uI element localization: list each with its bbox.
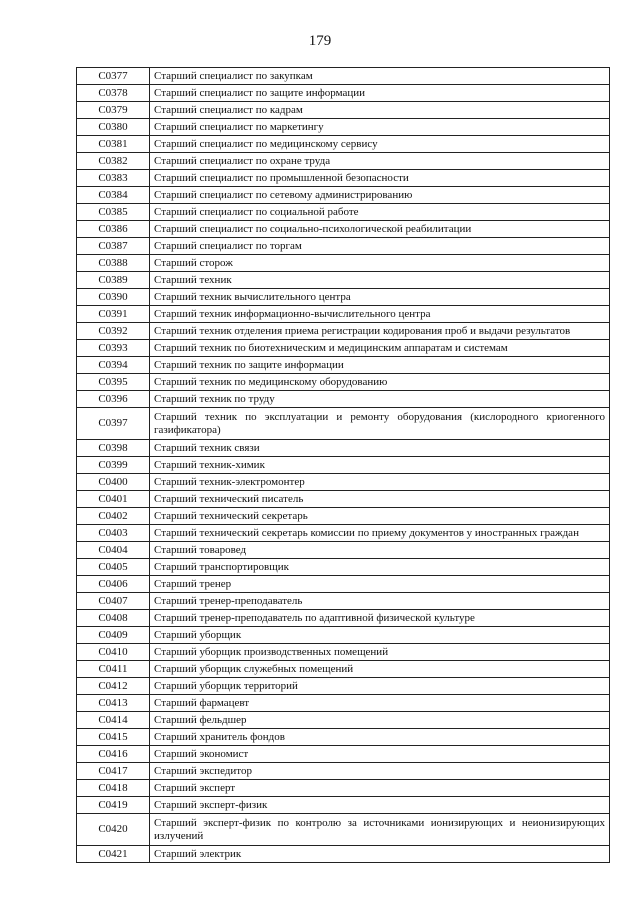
table-body — [77, 68, 610, 863]
table-row — [77, 474, 610, 491]
table-row — [77, 136, 610, 153]
row-code: C0419 — [77, 797, 150, 814]
page-number: 179 — [308, 33, 332, 49]
row-code: C0397 — [77, 408, 150, 440]
row-occupation-name: Старший уборщик производственных помещений — [150, 644, 610, 661]
row-code: C0393 — [77, 340, 150, 357]
row-occupation-name: Старший техник связи — [150, 440, 610, 457]
table-row — [77, 170, 610, 187]
table-row — [77, 153, 610, 170]
row-code: C0420 — [77, 814, 150, 846]
table-row — [77, 374, 610, 391]
row-occupation-name: Старший специалист по закупкам — [150, 68, 610, 85]
row-code: C0414 — [77, 712, 150, 729]
row-occupation-name: Старший экспедитор — [150, 763, 610, 780]
row-code: C0410 — [77, 644, 150, 661]
row-occupation-name: Старший техник-химик — [150, 457, 610, 474]
row-code: C0387 — [77, 238, 150, 255]
row-code: C0381 — [77, 136, 150, 153]
row-code: C0413 — [77, 695, 150, 712]
row-occupation-name: Старший техник отделения приема регистрации кодирования проб и выдачи результатов — [150, 323, 610, 340]
table-row — [77, 678, 610, 695]
row-code: C0398 — [77, 440, 150, 457]
row-occupation-name: Старший тренер — [150, 576, 610, 593]
table-row — [77, 695, 610, 712]
row-code: C0396 — [77, 391, 150, 408]
row-occupation-name: Старший уборщик территорий — [150, 678, 610, 695]
row-code: C0407 — [77, 593, 150, 610]
table-row — [77, 729, 610, 746]
row-code: C0383 — [77, 170, 150, 187]
row-occupation-name: Старший техник — [150, 272, 610, 289]
table-row — [77, 846, 610, 863]
row-occupation-name: Старший фельдшер — [150, 712, 610, 729]
row-occupation-name: Старший специалист по кадрам — [150, 102, 610, 119]
row-occupation-name: Старший техник вычислительного центра — [150, 289, 610, 306]
table-row — [77, 559, 610, 576]
row-occupation-name: Старший эксперт-физик по контролю за источниками ионизирующих и неионизирующих излучений — [150, 814, 610, 846]
table-row — [77, 712, 610, 729]
row-occupation-name: Старший специалист по сетевому администрированию — [150, 187, 610, 204]
table-row — [77, 323, 610, 340]
row-occupation-name: Старший уборщик служебных помещений — [150, 661, 610, 678]
row-code: C0382 — [77, 153, 150, 170]
row-code: C0402 — [77, 508, 150, 525]
row-occupation-name: Старший техник по биотехническим и медицинским аппаратам и системам — [150, 340, 610, 357]
row-code: C0386 — [77, 221, 150, 238]
table-row — [77, 289, 610, 306]
row-occupation-name: Старший специалист по промышленной безопасности — [150, 170, 610, 187]
table-row — [77, 763, 610, 780]
row-occupation-name: Старший технический писатель — [150, 491, 610, 508]
row-occupation-name: Старший специалист по торгам — [150, 238, 610, 255]
row-occupation-name: Старший технический секретарь — [150, 508, 610, 525]
row-occupation-name: Старший эксперт — [150, 780, 610, 797]
row-code: C0417 — [77, 763, 150, 780]
table-row — [77, 238, 610, 255]
table-row — [77, 508, 610, 525]
table-row — [77, 661, 610, 678]
row-code: C0399 — [77, 457, 150, 474]
table-row — [77, 68, 610, 85]
row-code: C0395 — [77, 374, 150, 391]
row-code: C0416 — [77, 746, 150, 763]
table-row — [77, 85, 610, 102]
row-occupation-name: Старший электрик — [150, 846, 610, 863]
row-occupation-name: Старший техник по медицинскому оборудованию — [150, 374, 610, 391]
row-occupation-name: Старший техник по защите информации — [150, 357, 610, 374]
row-occupation-name: Старший тренер-преподаватель — [150, 593, 610, 610]
row-occupation-name: Старший транспортировщик — [150, 559, 610, 576]
table-row — [77, 119, 610, 136]
row-code: C0392 — [77, 323, 150, 340]
row-code: C0391 — [77, 306, 150, 323]
row-code: C0408 — [77, 610, 150, 627]
table-row — [77, 357, 610, 374]
row-occupation-name: Старший уборщик — [150, 627, 610, 644]
table-row — [77, 746, 610, 763]
row-code: C0404 — [77, 542, 150, 559]
row-occupation-name: Старший фармацевт — [150, 695, 610, 712]
row-occupation-name: Старший специалист по медицинскому сервису — [150, 136, 610, 153]
row-occupation-name: Старший техник-электромонтер — [150, 474, 610, 491]
table-row — [77, 780, 610, 797]
table-row — [77, 408, 610, 440]
row-code: C0400 — [77, 474, 150, 491]
table-row — [77, 272, 610, 289]
row-code: C0388 — [77, 255, 150, 272]
table-row — [77, 221, 610, 238]
table-row — [77, 491, 610, 508]
table-row — [77, 627, 610, 644]
table-row — [77, 102, 610, 119]
row-code: C0394 — [77, 357, 150, 374]
row-code: C0401 — [77, 491, 150, 508]
row-occupation-name: Старший специалист по охране труда — [150, 153, 610, 170]
table-row — [77, 525, 610, 542]
table-row — [77, 457, 610, 474]
row-code: C0412 — [77, 678, 150, 695]
row-occupation-name: Старший техник по эксплуатации и ремонту оборудования (кислородного криогенного газификатора) — [150, 408, 610, 440]
table-row — [77, 306, 610, 323]
row-occupation-name: Старший специалист по социальной работе — [150, 204, 610, 221]
row-occupation-name: Старший техник информационно-вычислительного центра — [150, 306, 610, 323]
table-row — [77, 542, 610, 559]
occupation-code-table — [76, 67, 610, 863]
row-code: C0385 — [77, 204, 150, 221]
table-row — [77, 440, 610, 457]
table-row — [77, 340, 610, 357]
table-row — [77, 814, 610, 846]
row-code: C0377 — [77, 68, 150, 85]
row-occupation-name: Старший сторож — [150, 255, 610, 272]
table-row — [77, 204, 610, 221]
table-row — [77, 644, 610, 661]
row-code: C0379 — [77, 102, 150, 119]
row-occupation-name: Старший технический секретарь комиссии по приему документов у иностранных граждан — [150, 525, 610, 542]
row-occupation-name: Старший хранитель фондов — [150, 729, 610, 746]
row-occupation-name: Старший товаровед — [150, 542, 610, 559]
row-occupation-name: Старший специалист по маркетингу — [150, 119, 610, 136]
row-code: C0384 — [77, 187, 150, 204]
row-occupation-name: Старший тренер-преподаватель по адаптивной физической культуре — [150, 610, 610, 627]
row-occupation-name: Старший эксперт-физик — [150, 797, 610, 814]
table-row — [77, 610, 610, 627]
row-code: C0378 — [77, 85, 150, 102]
row-code: C0380 — [77, 119, 150, 136]
table-row — [77, 255, 610, 272]
row-code: C0415 — [77, 729, 150, 746]
row-code: C0405 — [77, 559, 150, 576]
row-occupation-name: Старший специалист по социально-психологической реабилитации — [150, 221, 610, 238]
table-row — [77, 593, 610, 610]
table-row — [77, 187, 610, 204]
table-row — [77, 797, 610, 814]
row-code: C0421 — [77, 846, 150, 863]
row-occupation-name: Старший экономист — [150, 746, 610, 763]
table-row — [77, 576, 610, 593]
row-code: C0403 — [77, 525, 150, 542]
row-code: C0411 — [77, 661, 150, 678]
row-code: C0406 — [77, 576, 150, 593]
row-occupation-name: Старший специалист по защите информации — [150, 85, 610, 102]
row-code: C0390 — [77, 289, 150, 306]
row-code: C0389 — [77, 272, 150, 289]
row-code: C0418 — [77, 780, 150, 797]
row-code: C0409 — [77, 627, 150, 644]
table-row — [77, 391, 610, 408]
row-occupation-name: Старший техник по труду — [150, 391, 610, 408]
